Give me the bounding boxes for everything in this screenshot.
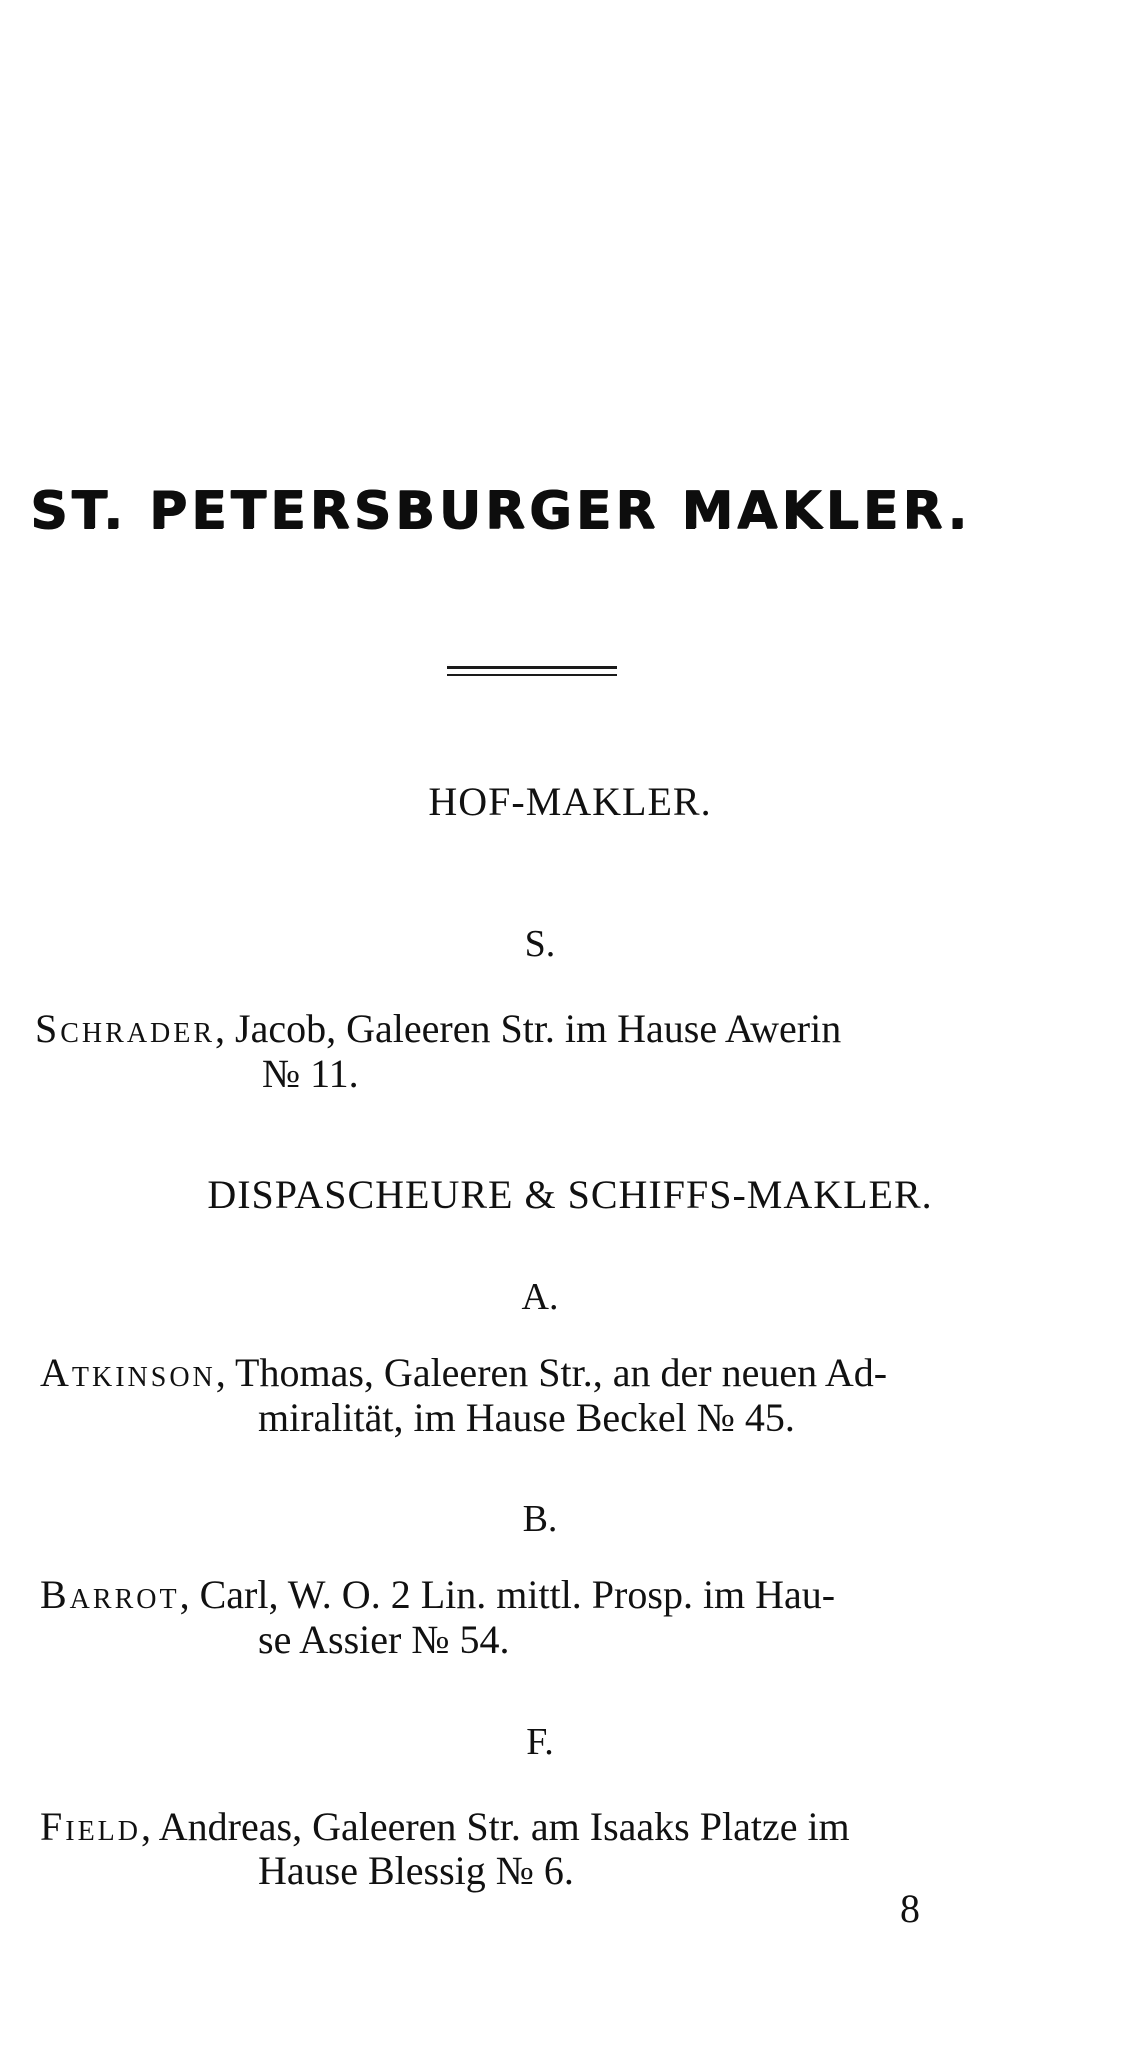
entry-barrot-line2: se Assier № 54. (258, 1617, 510, 1662)
entry-surname: Schrader (35, 1006, 216, 1051)
section-heading-hof-makler: HOF-MAKLER. (428, 779, 712, 824)
entry-schrader-line2: № 11. (262, 1051, 359, 1096)
entry-field-line1 (40, 1803, 850, 1851)
entry-text: , Thomas, Galeeren Str., an der neuen Ad- (215, 1350, 888, 1395)
letter-heading-a: A. (521, 1276, 559, 1318)
entry-schrader-line1 (35, 1005, 841, 1053)
entry-barrot-line1 (40, 1571, 835, 1619)
double-rule-bottom (447, 674, 617, 676)
main-title: ST. PETERSBURGER MAKLER. (30, 481, 971, 541)
page-number: 8 (900, 1886, 920, 1931)
entry-field-line2: Hause Blessig № 6. (258, 1848, 574, 1893)
double-rule-top (447, 666, 617, 669)
letter-heading-f: F. (526, 1721, 554, 1763)
entry-surname: Atkinson (40, 1350, 216, 1395)
entry-text: , Jacob, Galeeren Str. im Hause Awerin (215, 1006, 842, 1051)
entry-atkinson-line2: miralität, im Hause Beckel № 45. (258, 1395, 795, 1440)
entry-text: , Carl, W. O. 2 Lin. mittl. Prosp. im Hau- (179, 1572, 836, 1617)
letter-heading-b: B. (522, 1498, 558, 1540)
entry-text: , Andreas, Galeeren Str. am Isaaks Platze im (141, 1804, 850, 1849)
section-heading-dispascheure: DISPASCHEURE & SCHIFFS-MAKLER. (207, 1172, 933, 1217)
entry-surname: Barrot (40, 1572, 180, 1617)
entry-atkinson-line1 (40, 1349, 887, 1397)
entry-surname: Field (40, 1804, 141, 1849)
letter-heading-s: S. (524, 923, 556, 965)
